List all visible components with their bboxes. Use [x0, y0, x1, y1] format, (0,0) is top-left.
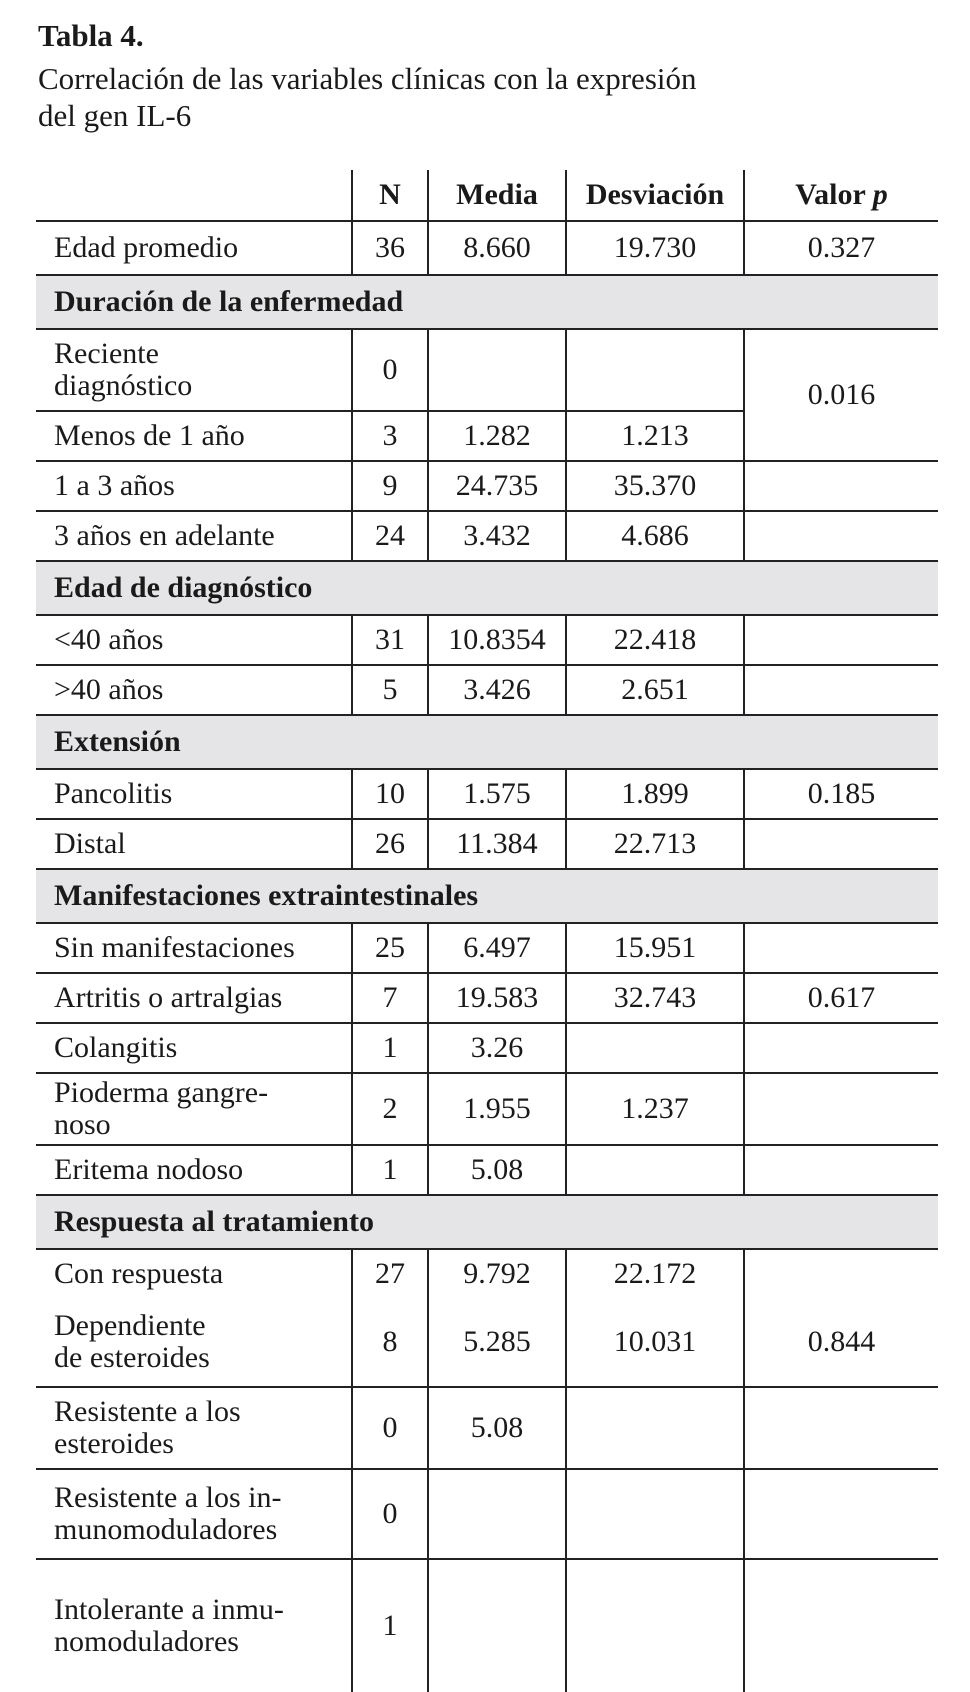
section-title: Respuesta al tratamiento: [36, 1195, 938, 1249]
table-row: [36, 973, 938, 1023]
row-label-line-1: Dependiente: [54, 1309, 206, 1342]
cell-p: [744, 615, 938, 665]
table-row: [36, 615, 938, 665]
cell-p: [744, 665, 938, 715]
cell-desv: [566, 329, 744, 411]
cell-p: [744, 1249, 938, 1298]
cell-p: [744, 1387, 938, 1469]
row-label-line-2: de esteroides: [54, 1341, 210, 1374]
cell-media: 5.08: [428, 1145, 566, 1195]
section-title: Duración de la enfermedad: [36, 275, 938, 329]
row-label: Distal: [36, 819, 352, 869]
cell-n: 0: [352, 329, 428, 411]
cell-n: 7: [352, 973, 428, 1023]
header-row: [36, 170, 938, 221]
cell-n: 24: [352, 511, 428, 561]
cell-p: [744, 819, 938, 869]
section-header: [36, 275, 938, 329]
table-row: [36, 329, 938, 411]
cell-p: [744, 1469, 938, 1559]
cell-n: 3: [352, 411, 428, 461]
section-header: [36, 869, 938, 923]
cell-desv: 22.418: [566, 615, 744, 665]
table-row: [36, 1145, 938, 1195]
cell-desv: 1.237: [566, 1073, 744, 1145]
row-label-line-2: nomoduladores: [54, 1625, 239, 1658]
cell-n: 27: [352, 1249, 428, 1298]
cell-n: 2: [352, 1073, 428, 1145]
section-title: Extensión: [36, 715, 938, 769]
row-label: <40 años: [36, 615, 352, 665]
table-row: [36, 511, 938, 561]
cell-media: 1.575: [428, 769, 566, 819]
cell-media: [428, 1469, 566, 1559]
table-caption: [38, 60, 838, 134]
header-media: Media: [428, 170, 566, 221]
row-label: 3 años en adelante: [36, 511, 352, 561]
header-desviacion: Desviación: [566, 170, 744, 221]
cell-desv: 22.172: [566, 1249, 744, 1298]
cell-media: 5.08: [428, 1387, 566, 1469]
table-row: [36, 769, 938, 819]
row-label: Eritema nodoso: [36, 1145, 352, 1195]
cell-p: [744, 1559, 938, 1692]
cell-p: [744, 1073, 938, 1145]
cell-p: 0.844: [744, 1298, 938, 1387]
cell-desv: 1.213: [566, 411, 744, 461]
cell-n: 1: [352, 1145, 428, 1195]
row-label: [36, 329, 352, 411]
cell-p: [744, 923, 938, 973]
cell-media: 8.660: [428, 221, 566, 275]
row-label-line-1: Resistente a los in-: [54, 1481, 282, 1514]
cell-p: [744, 511, 938, 561]
header-valor-text: Valor: [795, 178, 866, 211]
cell-desv: [566, 1469, 744, 1559]
header-p-italic: p: [872, 178, 888, 211]
cell-desv: 35.370: [566, 461, 744, 511]
cell-p: 0.617: [744, 973, 938, 1023]
table-row: [36, 1559, 938, 1692]
cell-desv: 32.743: [566, 973, 744, 1023]
cell-n: 26: [352, 819, 428, 869]
cell-n: 0: [352, 1469, 428, 1559]
table-row: [36, 923, 938, 973]
row-label: [36, 1559, 352, 1692]
header-n: N: [352, 170, 428, 221]
table-row: [36, 1249, 938, 1298]
row-label: Con respuesta: [54, 1257, 224, 1290]
cell-n: 31: [352, 615, 428, 665]
row-label-line-2: esteroides: [54, 1427, 174, 1460]
cell-media: 1.282: [428, 411, 566, 461]
table-row: [36, 1298, 938, 1387]
row-label-line-1: Reciente: [54, 337, 159, 370]
row-label: [36, 1387, 352, 1469]
table-row: [36, 1387, 938, 1469]
table-row: [36, 819, 938, 869]
table-row: [36, 1469, 938, 1559]
cell-n: 0: [352, 1387, 428, 1469]
cell-desv: 19.730: [566, 221, 744, 275]
table-row: [36, 1073, 938, 1145]
row-label: Menos de 1 año: [36, 411, 352, 461]
cell-media: 3.426: [428, 665, 566, 715]
row-label-line-1: Resistente a los: [54, 1395, 241, 1428]
cell-n: 1: [352, 1023, 428, 1073]
header-blank: [36, 170, 352, 221]
row-label-line-2: diagnóstico: [54, 369, 193, 402]
cell-p: 0.016: [744, 329, 938, 461]
row-label: Edad promedio: [36, 221, 352, 275]
cell-desv: 1.899: [566, 769, 744, 819]
row-label-line-2: munomoduladores: [54, 1513, 278, 1546]
row-label: [36, 1073, 352, 1145]
row-label: Pancolitis: [36, 769, 352, 819]
cell-media: 3.26: [428, 1023, 566, 1073]
table-title: Tabla 4.: [38, 18, 144, 53]
header-valor-p: [744, 170, 938, 221]
cell-desv: 2.651: [566, 665, 744, 715]
cell-media: 3.432: [428, 511, 566, 561]
table-row: [36, 1023, 938, 1073]
row-label: Artritis o artralgias: [36, 973, 352, 1023]
row-label-line-2: noso: [54, 1108, 111, 1141]
cell-desv: 22.713: [566, 819, 744, 869]
cell-desv: 10.031: [566, 1298, 744, 1387]
cell-n: 9: [352, 461, 428, 511]
section-header: [36, 561, 938, 615]
data-table: [36, 170, 938, 1692]
cell-desv: [566, 1387, 744, 1469]
table-row: [36, 461, 938, 511]
row-label-line-1: Intolerante a inmu-: [54, 1593, 284, 1626]
cell-desv: [566, 1145, 744, 1195]
cell-media: 10.8354: [428, 615, 566, 665]
cell-desv: [566, 1023, 744, 1073]
cell-n: 1: [352, 1559, 428, 1692]
cell-n: 36: [352, 221, 428, 275]
cell-n: 5: [352, 665, 428, 715]
row-label: [36, 1298, 352, 1387]
cell-media: 24.735: [428, 461, 566, 511]
cell-desv: 4.686: [566, 511, 744, 561]
row-label-line-1: Pioderma gangre-: [54, 1076, 269, 1109]
cell-p: 0.327: [744, 221, 938, 275]
cell-p: [744, 1023, 938, 1073]
row-label: [36, 1469, 352, 1559]
cell-media: 11.384: [428, 819, 566, 869]
caption-line-1: Correlación de las variables clínicas con la expresión: [38, 61, 697, 96]
section-title: Edad de diagnóstico: [36, 561, 938, 615]
row-label: Sin manifestaciones: [36, 923, 352, 973]
row-label: Colangitis: [36, 1023, 352, 1073]
table-row: [36, 665, 938, 715]
cell-media: 19.583: [428, 973, 566, 1023]
cell-media: [428, 329, 566, 411]
cell-desv: 15.951: [566, 923, 744, 973]
cell-p: 0.185: [744, 769, 938, 819]
caption-line-2: del gen IL-6: [38, 98, 192, 133]
cell-media: 1.955: [428, 1073, 566, 1145]
cell-p: [744, 461, 938, 511]
cell-media: [428, 1559, 566, 1692]
cell-media: 5.285: [428, 1298, 566, 1387]
cell-desv: [566, 1559, 744, 1692]
cell-p: [744, 1145, 938, 1195]
section-header: [36, 1195, 938, 1249]
section-header: [36, 715, 938, 769]
cell-n: 25: [352, 923, 428, 973]
cell-n: 10: [352, 769, 428, 819]
cell-media: 9.792: [428, 1249, 566, 1298]
cell-media: 6.497: [428, 923, 566, 973]
table-row: [36, 221, 938, 275]
cell-n: 8: [352, 1298, 428, 1387]
section-title: Manifestaciones extraintestinales: [36, 869, 938, 923]
row-label: >40 años: [36, 665, 352, 715]
row-label: 1 a 3 años: [36, 461, 352, 511]
